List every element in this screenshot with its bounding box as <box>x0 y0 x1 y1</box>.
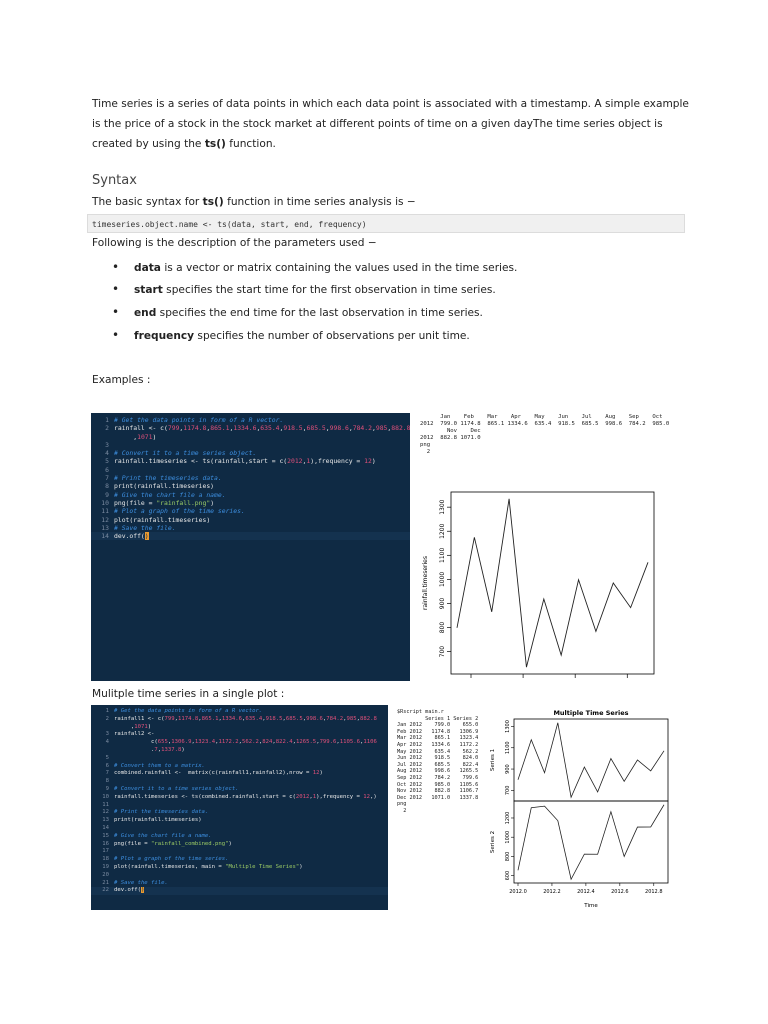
code-text: # Print the timeseries data. <box>114 809 209 816</box>
y-tick-label: 700 <box>505 785 511 796</box>
series-line <box>457 499 648 667</box>
code-text: plot(rainfall.timeseries, main = "Multiple Time Series") <box>114 863 303 870</box>
y-tick-label: 900 <box>505 764 511 774</box>
intro-text: Time series is a series of data points in which each data point is associated with a timestamp. A simple example is the price of a stock in the stock market at different points of time on a given dayThe time series object is created by using the <box>92 98 689 150</box>
console-line: Jun 2012 918.5 824.0 <box>397 755 479 762</box>
console-line: 2 <box>420 449 431 455</box>
line-number: 13 <box>101 523 109 532</box>
console-line: Jan Feb Mar Apr May Jun Jul Aug Sep Oct <box>420 414 663 420</box>
console-line: Apr 2012 1334.6 1172.2 <box>397 741 479 748</box>
code-line <box>91 770 388 778</box>
y-tick-label: 1300 <box>505 720 511 733</box>
line-number: 6 <box>105 762 109 769</box>
param-desc: specifies the start time for the first observation in time series. <box>162 284 496 296</box>
code-line <box>91 424 410 432</box>
y-tick-label: 900 <box>439 597 446 610</box>
basic-text: The basic syntax for <box>92 196 203 208</box>
line-number <box>91 433 114 441</box>
code-line <box>91 441 410 449</box>
line-number: 9 <box>105 785 109 792</box>
y-tick-label: 1000 <box>439 571 446 588</box>
code-line <box>91 786 388 794</box>
line-number: 20 <box>102 871 109 878</box>
code-line <box>91 848 388 856</box>
code-text: dev.off() <box>114 532 149 541</box>
line-number: 16 <box>102 840 109 847</box>
code-line <box>91 802 388 810</box>
line-number: 7 <box>105 474 109 483</box>
line-number: 19 <box>102 863 109 870</box>
code-text: combined.rainfall <- matrix(c(rainfall1,rainfall2),nrow = 12) <box>114 770 323 777</box>
line-number: 22 <box>102 887 109 894</box>
code-text: rainfall.timeseries <- ts(combined.rainfall,start = c(2012,1),frequency = 12,) <box>114 793 377 800</box>
line-number: 12 <box>102 809 109 816</box>
param-desc: specifies the number of observations per unit time. <box>194 330 470 342</box>
code-line <box>91 825 388 833</box>
y-tick-label: 1200 <box>505 811 511 825</box>
code-line <box>91 872 388 880</box>
console-output-example-2 <box>397 709 478 815</box>
line-number: 3 <box>105 731 109 738</box>
basic-text-end: function in time series analysis is − <box>223 196 416 208</box>
code-line <box>91 755 388 763</box>
console-line: Dec 2012 1071.0 1337.8 <box>397 794 479 801</box>
console-line: 2012 799.0 1174.8 865.1 1334.6 635.4 918.5 685.5 998.6 784.2 985.0 <box>420 421 670 427</box>
line-number: 8 <box>105 778 109 785</box>
code-line <box>91 532 410 540</box>
code-text: # Print the timeseries data. <box>114 474 222 483</box>
y-tick-label: 1200 <box>439 523 446 539</box>
param-desc: specifies the end time for the last observation in time series. <box>156 307 483 319</box>
code-line <box>91 864 388 872</box>
y-tick-label: 800 <box>505 851 511 862</box>
code-text: # Convert it to a time series object. <box>114 449 257 458</box>
code-text: # Convert it to a time series object. <box>114 785 239 792</box>
param-name: start <box>134 284 163 296</box>
console-line: png <box>397 801 407 808</box>
param-item-end <box>112 305 483 319</box>
code-text: png(file = "rainfall.png") <box>114 498 215 507</box>
line-number: 5 <box>105 754 109 761</box>
line-number: 15 <box>102 832 109 839</box>
line-number: 4 <box>105 449 109 458</box>
code-line <box>91 449 410 457</box>
line-number: 11 <box>102 801 109 808</box>
line-number: 2 <box>105 715 109 722</box>
line-number: 6 <box>105 465 109 474</box>
line-number: 12 <box>101 515 109 524</box>
console-line: Oct 2012 985.0 1105.6 <box>397 781 479 788</box>
code-text: rainfall1 <- c(799,1174.8,865.1,1334.6,635.4,918.5,685.5,998.6,784.2,985,882.8 <box>114 715 377 722</box>
param-item-data <box>112 260 517 274</box>
console-line: Feb 2012 1174.8 1306.9 <box>397 728 479 735</box>
code-line <box>91 794 388 802</box>
code-line <box>91 499 410 507</box>
code-line <box>91 466 410 474</box>
console-line: Series 1 Series 2 <box>397 715 479 722</box>
line-number: 7 <box>105 770 109 777</box>
param-name: frequency <box>134 330 195 342</box>
code-line <box>91 739 388 747</box>
code-line <box>91 763 388 771</box>
code-line <box>91 833 388 841</box>
intro-text-end: function. <box>225 138 276 150</box>
console-line: Jan 2012 799.0 655.0 <box>397 722 479 729</box>
code-text: print(rainfall.timeseries) <box>114 817 202 824</box>
console-line: Aug 2012 998.6 1265.5 <box>397 768 479 775</box>
plot-frame <box>451 492 654 674</box>
y-tick-label: 1300 <box>439 499 446 515</box>
line-number: 10 <box>102 793 109 800</box>
code-line <box>91 778 388 786</box>
intro-paragraph <box>92 94 692 154</box>
code-text: ,1071) <box>114 723 152 730</box>
multiple-series-label: Mulitple time series in a single plot : <box>92 688 285 700</box>
y-axis-label: rainfall.timeseries <box>422 556 429 610</box>
basic-ts-bold: ts() <box>202 196 224 208</box>
y-tick-label: 800 <box>439 621 446 634</box>
line-number: 10 <box>101 498 109 507</box>
code-line <box>91 491 410 499</box>
y-tick-label: 1000 <box>505 830 511 844</box>
code-text: rainfall2 <- <box>114 731 155 738</box>
x-tick-label: 2012.6 <box>611 889 629 895</box>
console-line: png <box>420 442 431 448</box>
code-text: c(655,1306.9,1323.4,1172.2,562.2,824,822.4,1265.5,799.6,1105.6,1106 <box>114 739 377 746</box>
code-text: print(rainfall.timeseries) <box>114 482 215 491</box>
code-line <box>91 416 410 424</box>
param-item-frequency <box>112 328 470 342</box>
bullet-icon: • <box>112 260 120 274</box>
line-number: 1 <box>105 708 109 714</box>
line-number <box>91 724 114 732</box>
code-text: # Get the data points in form of a R vector. <box>114 708 263 714</box>
code-text: # Save the file. <box>114 523 176 532</box>
x-axis-label: Time <box>584 903 598 909</box>
code-line <box>91 474 410 482</box>
code-text: # Plot a graph of the time series. <box>114 856 229 863</box>
code-text: ,1071) <box>114 432 157 441</box>
console-line: Mar 2012 865.1 1323.4 <box>397 735 479 742</box>
series-axis-label: Series 1 <box>490 748 496 772</box>
console-line: Nov Dec <box>420 428 481 434</box>
console-line: Jul 2012 685.5 822.4 <box>397 761 479 768</box>
examples-label: Examples : <box>92 374 151 386</box>
line-number: 2 <box>105 424 109 433</box>
rainfall-line-chart <box>418 486 664 682</box>
line-number <box>91 747 114 755</box>
param-desc: is a vector or matrix containing the values used in the time series. <box>160 262 518 274</box>
console-line: 2 <box>397 807 407 814</box>
syntax-code-box: timeseries.object.name <- ts(data, start, end, frequency) <box>87 214 685 233</box>
code-editor-example-2 <box>91 705 388 910</box>
code-line <box>91 433 410 441</box>
y-tick-label: 1100 <box>439 547 446 563</box>
code-line <box>91 856 388 864</box>
multiple-time-series-chart <box>486 706 686 910</box>
console-output-example-1 <box>420 414 669 456</box>
bullet-icon: • <box>112 282 120 296</box>
console-line: 2012 882.8 1071.0 <box>420 435 481 441</box>
y-tick-label: 700 <box>439 645 446 658</box>
code-text: plot(rainfall.timeseries) <box>114 515 211 524</box>
chart-title: Multiple Time Series <box>553 709 629 717</box>
series-line <box>518 805 664 880</box>
basic-syntax-line <box>92 196 416 208</box>
y-tick-label: 600 <box>505 870 511 881</box>
code-line <box>91 708 388 716</box>
code-text: dev.off() <box>114 887 145 894</box>
code-text: # Convert them to a matrix. <box>114 762 205 769</box>
code-line <box>91 731 388 739</box>
x-tick-label: 2012.4 <box>577 889 595 895</box>
x-tick-label: 2012.8 <box>645 889 663 895</box>
following-description: Following is the description of the parameters used − <box>92 237 377 249</box>
line-number: 18 <box>102 856 109 863</box>
code-line <box>91 841 388 849</box>
code-line <box>91 516 410 524</box>
line-number: 14 <box>102 824 109 831</box>
line-number: 17 <box>102 848 109 855</box>
param-item-start <box>112 282 496 296</box>
code-text: # Plot a graph of the time series. <box>114 507 245 516</box>
bullet-icon: • <box>112 305 120 319</box>
console-line: May 2012 635.4 562.2 <box>397 748 479 755</box>
code-text: .7,1337.8) <box>114 746 185 753</box>
console-line: Nov 2012 882.8 1106.7 <box>397 788 479 795</box>
param-name: data <box>134 262 161 274</box>
code-line <box>91 747 388 755</box>
line-number: 1 <box>105 416 109 424</box>
bullet-icon: • <box>112 328 120 342</box>
code-line <box>91 887 388 895</box>
console-line: Sep 2012 784.2 799.6 <box>397 774 479 781</box>
line-number: 14 <box>101 532 109 541</box>
line-number: 3 <box>105 440 109 449</box>
line-number: 4 <box>105 739 109 746</box>
code-editor-example-1 <box>91 413 410 681</box>
code-line <box>91 724 388 732</box>
code-line <box>91 457 410 465</box>
code-text: # Give the chart file a name. <box>114 490 226 499</box>
code-text: rainfall.timeseries <- ts(rainfall,start = c(2012,1),frequency = 12) <box>114 457 376 466</box>
code-text: # Save the file. <box>114 879 168 886</box>
x-tick-label: 2012.2 <box>543 889 561 895</box>
code-line <box>91 716 388 724</box>
y-tick-label: 1100 <box>505 741 511 755</box>
line-number: 21 <box>102 879 109 886</box>
code-line <box>91 507 410 515</box>
series-line <box>518 723 664 797</box>
code-line <box>91 524 410 532</box>
x-tick-label: 2012.0 <box>509 889 527 895</box>
code-line <box>91 809 388 817</box>
code-line <box>91 817 388 825</box>
line-number: 11 <box>101 507 109 516</box>
line-number: 8 <box>105 482 109 491</box>
param-name: end <box>134 307 157 319</box>
series-axis-label: Series 2 <box>490 830 496 854</box>
code-line <box>91 482 410 490</box>
panel-frame <box>514 801 668 883</box>
syntax-heading: Syntax <box>92 173 137 188</box>
line-number: 5 <box>105 457 109 466</box>
code-text: # Get the data points in form of a R vector. <box>114 416 284 424</box>
code-text: rainfall <- c(799,1174.8,865.1,1334.6,635.4,918.5,685.5,998.6,784.2,985,882.8 <box>114 424 410 433</box>
code-text: # Give the chart file a name. <box>114 832 212 839</box>
code-text: png(file = "rainfall_combined.png") <box>114 840 232 847</box>
line-number: 9 <box>105 490 109 499</box>
code-line <box>91 880 388 888</box>
console-line: $Rscript main.r <box>397 709 444 715</box>
panel-frame <box>514 719 668 801</box>
ts-function-name: ts() <box>204 138 226 150</box>
line-number: 13 <box>102 817 109 824</box>
